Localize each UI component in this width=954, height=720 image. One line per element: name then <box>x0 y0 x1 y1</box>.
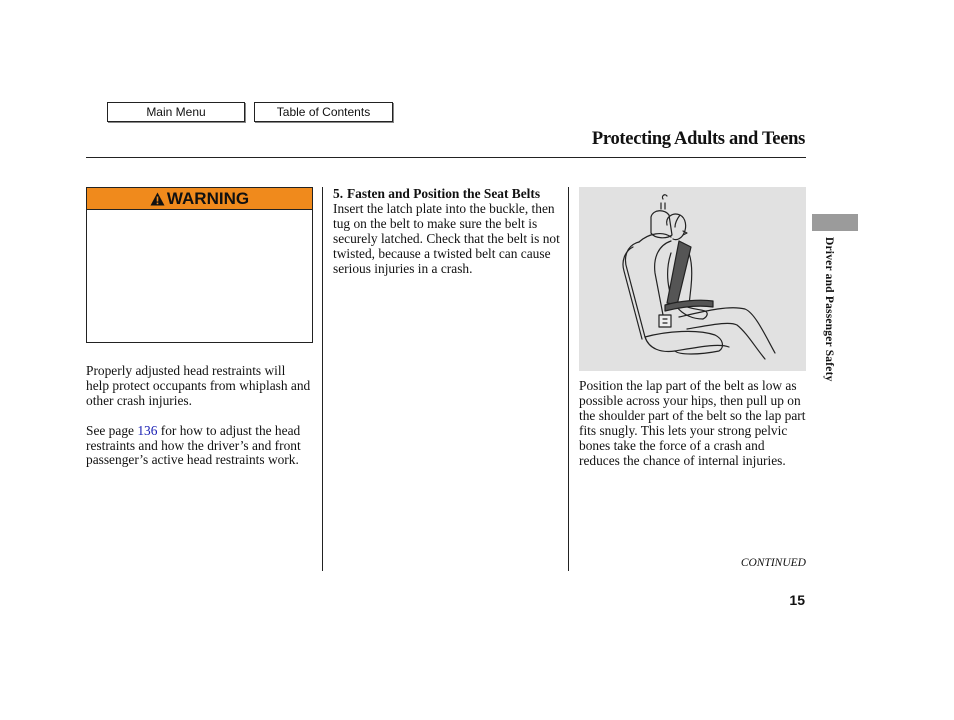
warning-label: WARNING <box>166 189 250 208</box>
seat-belt-illustration <box>579 187 806 371</box>
title-divider <box>86 157 806 158</box>
seated-person-seatbelt-image <box>579 187 806 371</box>
see-page-paragraph <box>86 424 311 469</box>
warning-triangle-icon <box>150 192 165 206</box>
warning-header <box>87 188 312 210</box>
see-page-prefix: See page <box>86 422 138 438</box>
page-number: 15 <box>789 592 805 608</box>
page-title: Protecting Adults and Teens <box>591 129 805 149</box>
column-divider-left <box>322 187 323 571</box>
middle-column-text <box>333 187 561 291</box>
step-instructions: Insert the latch plate into the buckle, then tug on the belt to make sure the belt is securely latched. Check that the belt is not twisted, because a twisted belt can cause serious injuries in a crash. <box>333 200 560 276</box>
see-page-suffix: for how to adjust the head restraints and how the driver’s and front passenger’s active head restraints work. <box>86 422 301 468</box>
step-number: 5. <box>333 186 344 201</box>
section-label: Driver and Passenger Safety <box>823 237 835 382</box>
table-of-contents-button[interactable]: Table of Contents <box>254 102 393 122</box>
lap-belt-paragraph: Position the lap part of the belt as low as possible across your hips, then pull up on the shoulder part of the belt so the lap part fits snugly. This lets your strong pelvic bones take the force of a crash and reduces the chance of internal injuries. <box>579 378 806 468</box>
step-title: Fasten and Position the Seat Belts <box>347 186 541 201</box>
step-heading <box>333 187 561 202</box>
page-136-link[interactable]: 136 <box>137 422 158 438</box>
left-column-text <box>86 364 311 483</box>
head-restraint-paragraph: Properly adjusted head restraints will help protect occupants from whiplash and other crash injuries. <box>86 363 311 408</box>
column-divider-right <box>568 187 569 571</box>
right-column-text <box>579 379 807 483</box>
continued-label: CONTINUED <box>740 557 806 569</box>
warning-box <box>86 187 313 343</box>
main-menu-button[interactable]: Main Menu <box>107 102 245 122</box>
section-tab <box>812 214 858 231</box>
